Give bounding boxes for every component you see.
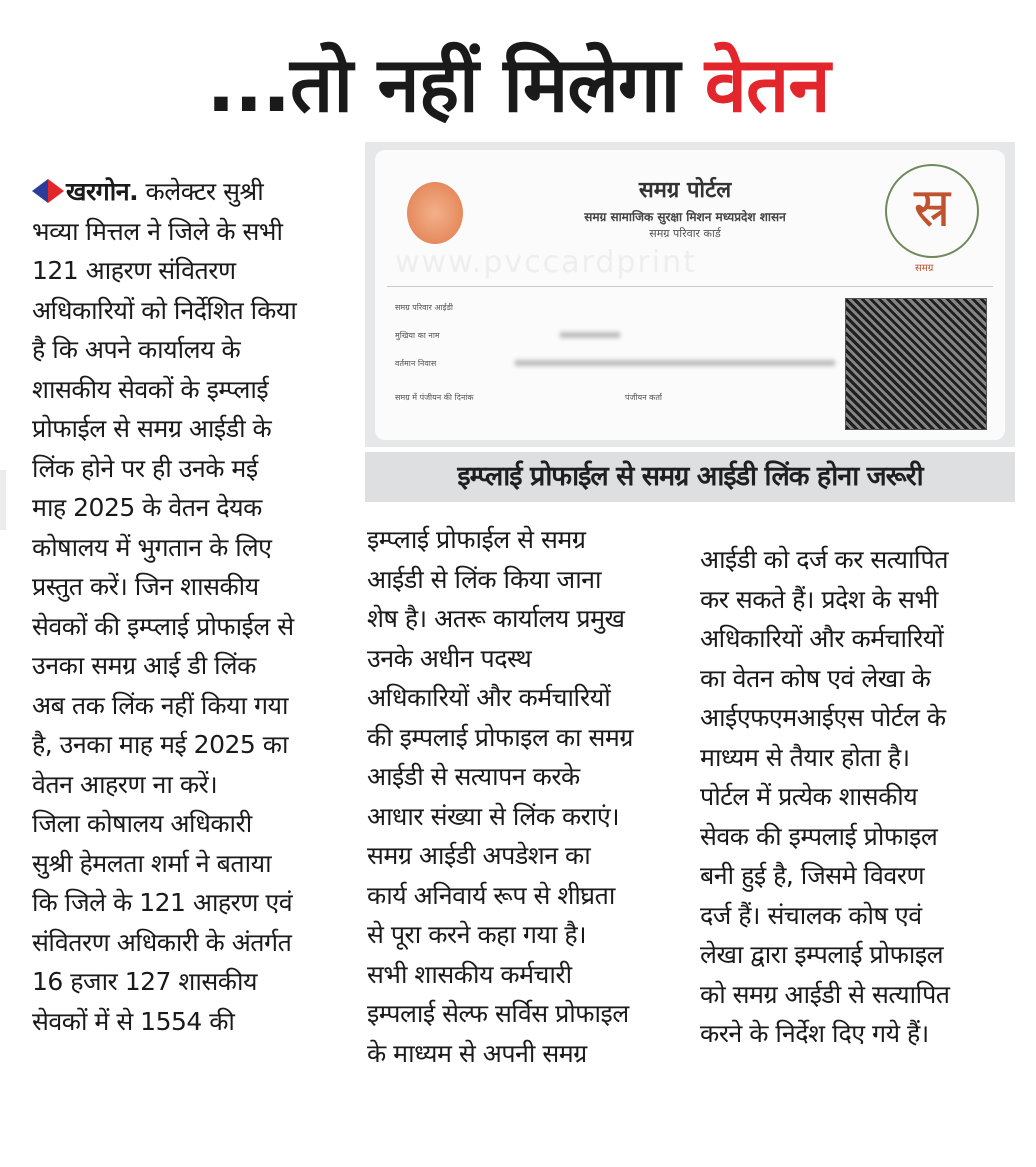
text-line: अधिकारियों और कर्मचारियों bbox=[700, 624, 944, 653]
text-line: इम्पलाई सेल्फ सर्विस प्रोफाइल bbox=[367, 999, 629, 1028]
text-line: की इम्पलाई प्रोफाइल का समग्र bbox=[367, 722, 633, 752]
text-line: इम्प्लाई प्रोफाईल से समग्र bbox=[367, 525, 586, 554]
card-title: समग्र पोर्टल bbox=[638, 178, 732, 203]
text-line: है कि अपने कार्यालय के bbox=[32, 335, 241, 364]
text-line: कार्य अनिवार्य रूप से शीघ्रता bbox=[367, 880, 615, 910]
blurred-value bbox=[560, 332, 620, 338]
caption-text: इम्प्लाई प्रोफाईल से समग्र आईडी लिंक होना जरूरी bbox=[457, 461, 923, 492]
text-line: करने के निर्देश दिए गये हैं। bbox=[700, 1019, 929, 1048]
field-label: पंजीयन कर्ता bbox=[625, 393, 662, 402]
photo-caption bbox=[365, 452, 1015, 502]
blurred-value bbox=[515, 360, 835, 366]
field-label: मुखिया का नाम bbox=[395, 331, 440, 340]
text-line: 121 आहरण संवितरण bbox=[32, 256, 236, 285]
field-label: समग्र परिवार आईडी bbox=[395, 303, 453, 312]
text-line: अधिकारियों और कर्मचारियों bbox=[367, 683, 611, 712]
column-2 bbox=[367, 520, 633, 1073]
qr-code bbox=[845, 298, 987, 430]
text-line: लिंक होने पर ही उनके मई bbox=[32, 453, 258, 483]
headline-highlight: वेतन bbox=[704, 40, 830, 129]
field-label: समग्र में पंजीयन की दिनांक bbox=[395, 393, 474, 402]
text-line: के माध्यम से अपनी समग्र bbox=[367, 1038, 587, 1068]
samagra-card bbox=[375, 150, 1005, 440]
card-type: समग्र परिवार कार्ड bbox=[649, 227, 721, 240]
text-line: आईडी को दर्ज कर सत्यापित bbox=[700, 545, 948, 574]
text-line: अधिकारियों को निर्देशित किया bbox=[32, 295, 297, 325]
text-line: माह 2025 के वेतन देयक bbox=[32, 493, 262, 522]
text-line: समग्र आईडी अपडेशन का bbox=[367, 841, 591, 870]
arrow-right-icon bbox=[48, 179, 64, 203]
text-line: सेवक की इम्पलाई प्रोफाइल bbox=[700, 821, 938, 851]
text-line: कर सकते हैं। प्रदेश के सभी bbox=[700, 584, 938, 614]
text-line: को समग्र आईडी से सत्यापित bbox=[700, 979, 950, 1009]
text-line: प्रोफाईल से समग्र आईडी के bbox=[32, 414, 272, 443]
text-line: कि जिले के 121 आहरण एवं bbox=[32, 888, 293, 917]
text-line: अब तक लिंक नहीं किया गया bbox=[32, 690, 289, 720]
text-line: सेवकों में से 1554 की bbox=[32, 1006, 235, 1036]
samagra-logo-icon: स्र bbox=[885, 164, 979, 258]
text-line: आईडी से सत्यापन करके bbox=[367, 762, 580, 791]
card-subtitle: समग्र सामाजिक सुरक्षा मिशन मध्यप्रदेश शासन bbox=[584, 210, 786, 224]
headline bbox=[0, 30, 1036, 140]
text-line: जिला कोषालय अधिकारी bbox=[32, 809, 252, 838]
text-line: शासकीय सेवकों के इम्प्लाई bbox=[32, 374, 269, 404]
text-line: संवितरण अधिकारी के अंतर्गत bbox=[32, 927, 292, 957]
text-line: दर्ज हैं। संचालक कोष एवं bbox=[700, 900, 922, 930]
text-line: वेतन आहरण ना करें। bbox=[32, 769, 218, 799]
arrow-left-icon bbox=[32, 179, 48, 203]
samagra-card-photo bbox=[365, 142, 1015, 447]
field-label: वर्तमान निवास bbox=[395, 359, 437, 368]
text-line: माध्यम से तैयार होता है। bbox=[700, 742, 910, 772]
text-line: है, उनका माह मई 2025 का bbox=[32, 730, 288, 759]
logo-text: समग्र bbox=[915, 263, 934, 274]
text-line: सेवकों की इम्प्लाई प्रोफाईल से bbox=[32, 611, 294, 641]
watermark: www.pvccardprint bbox=[395, 245, 697, 280]
text-line: आईएफएमआईएस पोर्टल के bbox=[700, 703, 946, 732]
divider bbox=[387, 286, 993, 287]
text-line: लेखा द्वारा इम्पलाई प्रोफाइल bbox=[700, 940, 944, 969]
text-line: का वेतन कोष एवं लेखा के bbox=[700, 663, 931, 693]
text-line: सभी शासकीय कर्मचारी bbox=[367, 959, 572, 989]
text-line: 16 हजार 127 शासकीय bbox=[32, 967, 257, 996]
text-line: बनी हुई है, जिसमे विवरण bbox=[700, 861, 925, 890]
text-line: कलेक्टर सुश्री bbox=[138, 177, 264, 206]
text-line: भव्या मित्तल ने जिले के सभी bbox=[32, 216, 283, 246]
column-3 bbox=[700, 540, 950, 1054]
text-line: कोषालय में भुगतान के लिए bbox=[32, 532, 272, 562]
headline-text: ...तो नहीं मिलेगा bbox=[206, 40, 705, 129]
text-line: उनके अधीन पदस्थ bbox=[367, 643, 532, 673]
text-line: से पूरा करने कहा गया है। bbox=[367, 920, 587, 949]
dateline: खरगोन. bbox=[66, 177, 139, 206]
page-edge bbox=[0, 470, 6, 530]
text-line: शेष है। अतरू कार्यालय प्रमुख bbox=[367, 604, 625, 633]
first-line bbox=[32, 172, 263, 212]
text-line: सुश्री हेमलता शर्मा ने बताया bbox=[32, 848, 272, 878]
text-line: आधार संख्या से लिंक कराएं। bbox=[367, 801, 620, 831]
column-1 bbox=[32, 172, 296, 1041]
text-line: आईडी से लिंक किया जाना bbox=[367, 564, 602, 594]
text-line: पोर्टल में प्रत्येक शासकीय bbox=[700, 782, 918, 811]
text-line: प्रस्तुत करें। जिन शासकीय bbox=[32, 572, 259, 601]
text-line: उनका समग्र आई डी लिंक bbox=[32, 651, 256, 680]
